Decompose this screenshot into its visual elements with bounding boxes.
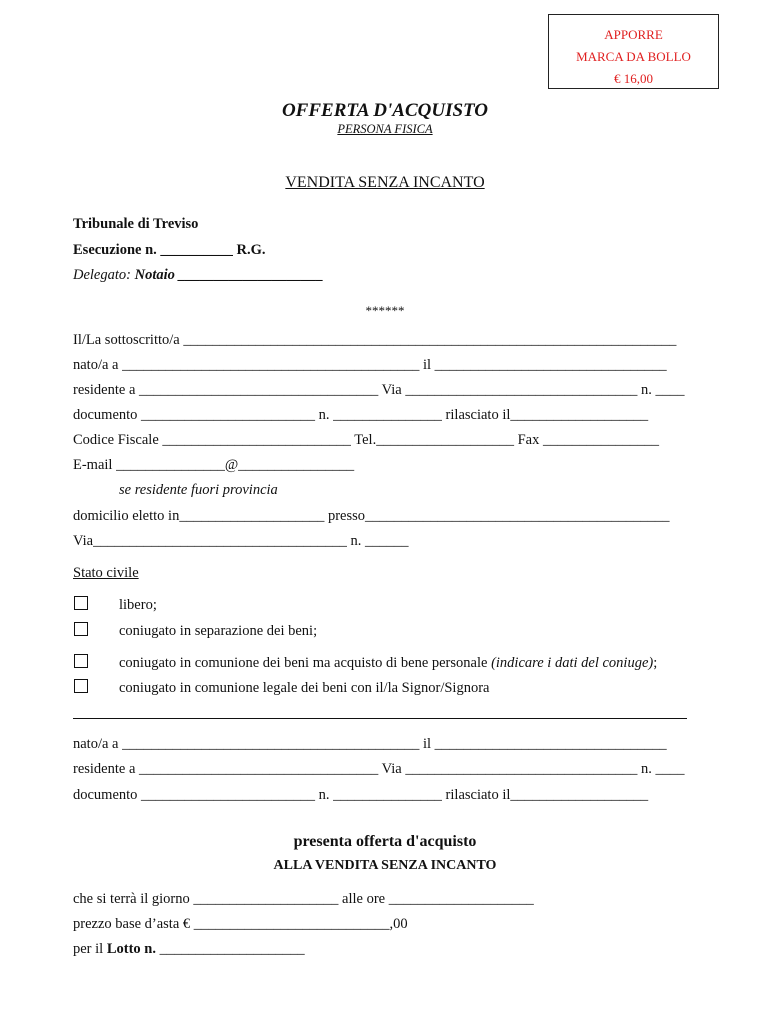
stars-separator: ******: [365, 303, 405, 318]
document-title: OFFERTA D'ACQUISTO: [281, 100, 489, 121]
spouse-data-note: (indicare i dati del coniuge): [491, 655, 654, 671]
domicile-address-field[interactable]: Via___________________________________ n. ______: [73, 533, 409, 549]
delegate-label: Delegato:: [73, 267, 135, 283]
delegate-value: Notaio ____________________: [134, 267, 324, 283]
outside-province-note: se residente fuori provincia: [119, 482, 278, 498]
checkbox-legal-community[interactable]: [74, 679, 88, 693]
offer-heading: presenta offerta d'acquisto: [293, 833, 477, 850]
lot-field[interactable]: per il Lotto n. ____________________: [73, 941, 305, 957]
residence-field[interactable]: residente a _________________________________ Via ________________________________ n. ____: [73, 382, 685, 398]
base-price-field[interactable]: prezzo base d’asta € ___________________________,00: [73, 916, 408, 932]
option-legal-community-label: coniugato in comunione legale dei beni con il/la Signor/Signora: [119, 680, 490, 696]
stamp-line-1: APPORRE: [604, 27, 663, 42]
spouse-residence-field[interactable]: residente a _________________________________ Via ________________________________ n. ____: [73, 761, 685, 777]
document-subtitle: PERSONA FISICA: [337, 122, 433, 136]
lot-label: Lotto n.: [106, 941, 156, 957]
checkbox-separation[interactable]: [74, 622, 88, 636]
option-separation-label: coniugato in separazione dei beni;: [119, 623, 318, 639]
auction-date-field[interactable]: che si terrà il giorno ____________________ alle ore ____________________: [73, 891, 534, 907]
document-field[interactable]: documento ________________________ n. _______________ rilasciato il___________________: [73, 407, 649, 423]
birth-field[interactable]: nato/a a _________________________________________ il ________________________________: [73, 357, 667, 373]
stamp-line-3: € 16,00: [614, 71, 653, 86]
offer-subheading: ALLA VENDITA SENZA INCANTO: [273, 858, 497, 873]
sale-type-heading: VENDITA SENZA INCANTO: [285, 174, 485, 191]
execution-field[interactable]: Esecuzione n. __________ R.G.: [73, 242, 266, 258]
option-free-label: libero;: [119, 597, 157, 613]
tribunal-label: Tribunale di Treviso: [73, 216, 199, 232]
spouse-document-field[interactable]: documento ________________________ n. _______________ rilasciato il___________________: [73, 787, 649, 803]
fiscal-code-field[interactable]: Codice Fiscale __________________________ Tel.___________________ Fax ________________: [73, 432, 659, 448]
undersigned-field[interactable]: Il/La sottoscritto/a ____________________________________________________________________: [73, 332, 677, 348]
domicile-field[interactable]: domicilio eletto in____________________ presso__________________________________________: [73, 508, 670, 524]
option-personal-asset-label: coniugato in comunione dei beni ma acquisto di bene personale (indicare i dati del coniuge);: [119, 655, 658, 671]
email-field[interactable]: E-mail _______________@________________: [73, 457, 355, 473]
checkbox-personal-asset[interactable]: [74, 654, 88, 668]
revenue-stamp-box: [548, 14, 719, 89]
civil-status-heading: Stato civile: [73, 565, 139, 581]
stamp-line-2: MARCA DA BOLLO: [576, 49, 691, 64]
delegate-field[interactable]: [73, 266, 324, 284]
spouse-birth-field[interactable]: nato/a a _________________________________________ il ________________________________: [73, 736, 667, 752]
spouse-name-line[interactable]: [73, 718, 687, 719]
checkbox-free[interactable]: [74, 596, 88, 610]
